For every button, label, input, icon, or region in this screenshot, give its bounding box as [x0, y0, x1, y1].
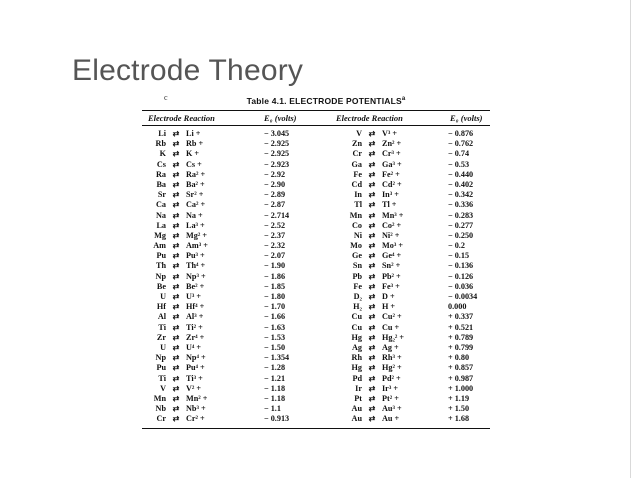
slide-title: Electrode Theory	[72, 54, 304, 87]
table-row	[136, 190, 496, 200]
right-oxidized: Pd	[352, 373, 362, 383]
right-potential: + 0.337	[448, 312, 474, 322]
right-potential: − 0.876	[448, 129, 474, 138]
right-potential: − 0.74	[448, 149, 470, 159]
table-row	[136, 394, 496, 404]
right-oxidized: Ni	[353, 230, 362, 240]
slide-edge-line	[630, 0, 631, 478]
right-reduced: Ag +	[382, 342, 399, 352]
right-equilibrium-arrow: ⇄	[368, 230, 376, 240]
right-reduced: Pt² +	[382, 393, 399, 403]
table-body	[136, 129, 496, 424]
right-reduced: Hg₂² +	[382, 332, 405, 342]
left-reduced: Mg² +	[186, 230, 207, 240]
left-reduced: Mn² +	[186, 393, 208, 403]
right-potential: 0.000	[448, 302, 467, 312]
left-oxidized: Hf	[156, 302, 166, 312]
left-potential: − 1.66	[264, 312, 286, 322]
right-potential: + 0.987	[448, 373, 474, 383]
right-potential: − 0.15	[448, 251, 470, 261]
left-equilibrium-arrow: ⇄	[172, 149, 180, 159]
left-reduced: Cs +	[186, 159, 202, 169]
right-reduced: Ni² +	[382, 230, 400, 240]
left-oxidized: Na	[155, 210, 166, 220]
right-oxidized: Mn	[349, 210, 362, 220]
left-reduced: Np⁴ +	[186, 353, 206, 363]
left-oxidized: Np	[155, 353, 166, 363]
right-equilibrium-arrow: ⇄	[368, 414, 376, 424]
left-potential: − 0.913	[264, 414, 290, 424]
right-oxidized: Cd	[351, 179, 362, 189]
left-oxidized: Ti	[158, 373, 166, 383]
right-reduced: Pb² +	[382, 271, 401, 281]
table-top-rule	[142, 110, 490, 111]
right-reduced: Zn² +	[382, 139, 402, 149]
left-oxidized: Be	[156, 281, 166, 291]
right-equilibrium-arrow: ⇄	[368, 363, 376, 373]
left-reduced: K +	[186, 149, 200, 159]
header-reaction-left: Electrode Reaction	[148, 113, 215, 123]
table-row	[136, 363, 496, 373]
table-row	[136, 282, 496, 292]
right-equilibrium-arrow: ⇄	[368, 322, 376, 332]
right-potential: + 1.000	[448, 383, 474, 393]
right-potential: + 1.68	[448, 414, 470, 424]
left-equilibrium-arrow: ⇄	[172, 353, 180, 363]
right-equilibrium-arrow: ⇄	[368, 281, 376, 291]
right-potential: + 0.521	[448, 322, 474, 332]
right-equilibrium-arrow: ⇄	[368, 302, 376, 312]
left-potential: − 2.52	[264, 220, 286, 230]
left-oxidized: Ti	[158, 322, 166, 332]
left-oxidized: Nb	[155, 404, 166, 414]
right-reduced: Ga³ +	[382, 159, 402, 169]
right-equilibrium-arrow: ⇄	[368, 393, 376, 403]
right-reduced: Hg² +	[382, 363, 402, 373]
right-potential: + 1.19	[448, 393, 470, 403]
right-reduced: H +	[382, 302, 396, 312]
right-oxidized: Cu	[351, 312, 362, 322]
right-potential: + 0.799	[448, 342, 474, 352]
left-oxidized: Mn	[153, 393, 166, 403]
left-reduced: Sr² +	[186, 190, 204, 200]
left-equilibrium-arrow: ⇄	[172, 200, 180, 210]
table-caption	[136, 96, 496, 106]
left-oxidized: Pu	[156, 251, 166, 261]
left-reduced: Am³ +	[186, 241, 208, 251]
right-equilibrium-arrow: ⇄	[368, 251, 376, 261]
left-reduced: Ti³ +	[186, 373, 203, 383]
left-oxidized: Np	[155, 271, 166, 281]
left-potential: − 2.90	[264, 179, 286, 189]
right-potential: − 0.440	[448, 169, 474, 179]
left-oxidized: Cs	[156, 159, 166, 169]
left-oxidized: Li	[158, 129, 166, 138]
right-equilibrium-arrow: ⇄	[368, 404, 376, 414]
left-equilibrium-arrow: ⇄	[172, 393, 180, 403]
left-equilibrium-arrow: ⇄	[172, 190, 180, 200]
left-potential: − 1.85	[264, 281, 286, 291]
left-reduced: Rb +	[186, 139, 204, 149]
table-row	[136, 312, 496, 322]
left-potential: − 1.63	[264, 322, 286, 332]
right-oxidized: Ag	[351, 342, 362, 352]
left-reduced: Na +	[186, 210, 203, 220]
table-row	[136, 170, 496, 180]
left-equilibrium-arrow: ⇄	[172, 292, 180, 301]
right-equilibrium-arrow: ⇄	[368, 129, 376, 138]
left-potential: − 2.92	[264, 169, 286, 179]
right-equilibrium-arrow: ⇄	[368, 169, 376, 179]
table-row	[136, 414, 496, 424]
left-reduced: Ti² +	[186, 322, 203, 332]
right-potential: − 0.283	[448, 210, 474, 220]
left-equilibrium-arrow: ⇄	[172, 251, 180, 261]
left-oxidized: Ra	[155, 169, 166, 179]
right-equilibrium-arrow: ⇄	[368, 210, 376, 220]
table-row	[136, 404, 496, 414]
right-reduced: Sn² +	[382, 261, 401, 271]
table-row	[136, 221, 496, 231]
left-equilibrium-arrow: ⇄	[172, 129, 180, 138]
right-equilibrium-arrow: ⇄	[368, 200, 376, 210]
left-reduced: Pu⁴ +	[186, 363, 205, 373]
right-potential: − 0.277	[448, 220, 474, 230]
left-reduced: Al³ +	[186, 312, 204, 322]
left-potential: − 2.923	[264, 159, 290, 169]
right-reduced: Pd² +	[382, 373, 401, 383]
left-equilibrium-arrow: ⇄	[172, 414, 180, 424]
right-potential: − 0.036	[448, 281, 474, 291]
right-equilibrium-arrow: ⇄	[368, 159, 376, 169]
left-oxidized: Ca	[155, 200, 166, 210]
left-reduced: Np³ +	[186, 271, 206, 281]
right-reduced: Mn³ +	[382, 210, 404, 220]
left-potential: − 2.87	[264, 200, 286, 210]
table-row	[136, 333, 496, 343]
left-oxidized: Mg	[154, 230, 166, 240]
right-oxidized: Rh	[351, 353, 362, 363]
right-equilibrium-arrow: ⇄	[368, 190, 376, 200]
left-potential: − 2.714	[264, 210, 290, 220]
left-potential: − 1.53	[264, 332, 286, 342]
right-reduced: Au +	[382, 414, 400, 424]
right-oxidized: V	[356, 129, 362, 138]
electrode-potentials-table	[136, 92, 496, 430]
left-potential: − 1.90	[264, 261, 286, 271]
left-equilibrium-arrow: ⇄	[172, 220, 180, 230]
left-equilibrium-arrow: ⇄	[172, 312, 180, 322]
right-oxidized: Zn	[351, 139, 362, 149]
right-reduced: D +	[382, 292, 395, 301]
header-e0-left: E₀ (volts)	[264, 113, 297, 123]
left-oxidized: Zr	[156, 332, 166, 342]
right-potential: − 0.342	[448, 190, 474, 200]
header-reaction-right: Electrode Reaction	[336, 113, 403, 123]
left-reduced: Ra² +	[186, 169, 206, 179]
left-oxidized: La	[156, 220, 166, 230]
left-potential: − 3.045	[264, 129, 290, 138]
left-equilibrium-arrow: ⇄	[172, 383, 180, 393]
table-row	[136, 251, 496, 261]
table-row	[136, 211, 496, 221]
left-potential: − 1.50	[264, 342, 286, 352]
right-equilibrium-arrow: ⇄	[368, 179, 376, 189]
left-equilibrium-arrow: ⇄	[172, 230, 180, 240]
left-equilibrium-arrow: ⇄	[172, 210, 180, 220]
left-potential: − 1.80	[264, 292, 286, 301]
left-reduced: Ca² +	[186, 200, 206, 210]
left-reduced: Th⁴ +	[186, 261, 206, 271]
right-equilibrium-arrow: ⇄	[368, 261, 376, 271]
table-row	[136, 139, 496, 149]
left-equilibrium-arrow: ⇄	[172, 322, 180, 332]
left-reduced: Be² +	[186, 281, 205, 291]
header-e0-right: E₀ (volts)	[450, 113, 483, 123]
right-oxidized: Fe	[353, 281, 362, 291]
left-equilibrium-arrow: ⇄	[172, 302, 180, 312]
right-oxidized: Ga	[351, 159, 362, 169]
left-equilibrium-arrow: ⇄	[172, 261, 180, 271]
left-reduced: Hf⁴ +	[186, 302, 205, 312]
right-reduced: Fe² +	[382, 169, 400, 179]
left-equilibrium-arrow: ⇄	[172, 332, 180, 342]
left-oxidized: Pu	[156, 363, 166, 373]
left-potential: − 1.354	[264, 353, 290, 363]
right-oxidized: Hg	[351, 363, 362, 373]
left-reduced: V² +	[186, 383, 202, 393]
right-reduced: Rh³ +	[382, 353, 402, 363]
left-potential: − 2.32	[264, 241, 286, 251]
left-reduced: La³ +	[186, 220, 205, 230]
left-equilibrium-arrow: ⇄	[172, 342, 180, 352]
table-caption-footnote: a	[401, 96, 406, 103]
left-reduced: Ba² +	[186, 179, 205, 189]
table-row	[136, 374, 496, 384]
right-reduced: Mo³ +	[382, 241, 403, 251]
right-reduced: V³ +	[382, 129, 398, 138]
right-equilibrium-arrow: ⇄	[368, 292, 376, 301]
right-potential: + 0.857	[448, 363, 474, 373]
right-reduced: Co² +	[382, 220, 402, 230]
left-oxidized: Sr	[157, 190, 166, 200]
left-equilibrium-arrow: ⇄	[172, 271, 180, 281]
left-reduced: Pu³ +	[186, 251, 205, 261]
left-equilibrium-arrow: ⇄	[172, 363, 180, 373]
right-equilibrium-arrow: ⇄	[368, 139, 376, 149]
table-row	[136, 241, 496, 251]
left-oxidized: U	[160, 292, 166, 301]
right-oxidized: Co	[351, 220, 362, 230]
left-potential: − 1.70	[264, 302, 286, 312]
left-potential: − 1.21	[264, 373, 286, 383]
left-equilibrium-arrow: ⇄	[172, 373, 180, 383]
table-row	[136, 180, 496, 190]
left-reduced: U⁴ +	[186, 342, 202, 352]
right-potential: − 0.0034	[448, 292, 478, 301]
right-oxidized: Ir	[355, 383, 362, 393]
right-reduced: Ge⁴ +	[382, 251, 402, 261]
left-potential: − 1.18	[264, 383, 286, 393]
right-oxidized: Mo	[350, 241, 362, 251]
right-equilibrium-arrow: ⇄	[368, 373, 376, 383]
left-equilibrium-arrow: ⇄	[172, 281, 180, 291]
table-caption-text: Table 4.1. ELECTRODE POTENTIALS	[246, 96, 402, 106]
table-row	[136, 160, 496, 170]
table-row	[136, 231, 496, 241]
left-potential: − 1.18	[264, 393, 286, 403]
left-oxidized: Cr	[156, 414, 166, 424]
table-row	[136, 343, 496, 353]
left-reduced: Li +	[186, 129, 201, 138]
left-equilibrium-arrow: ⇄	[172, 139, 180, 149]
left-oxidized: Rb	[155, 139, 166, 149]
right-reduced: Cd² +	[382, 179, 402, 189]
left-reduced: Cr² +	[186, 414, 205, 424]
table-row	[136, 272, 496, 282]
right-equilibrium-arrow: ⇄	[368, 312, 376, 322]
right-oxidized: Ge	[351, 251, 362, 261]
right-potential: − 0.762	[448, 139, 474, 149]
right-reduced: Cr³ +	[382, 149, 401, 159]
left-oxidized: U	[160, 342, 166, 352]
right-potential: − 0.126	[448, 271, 474, 281]
right-oxidized: Hg	[351, 332, 362, 342]
left-potential: − 2.925	[264, 139, 290, 149]
left-equilibrium-arrow: ⇄	[172, 241, 180, 251]
right-oxidized: H₂	[353, 302, 362, 312]
left-reduced: U³ +	[186, 292, 202, 301]
table-row	[136, 384, 496, 394]
table-bottom-rule	[142, 428, 490, 429]
left-oxidized: K	[159, 149, 166, 159]
right-reduced: Ir³ +	[382, 383, 398, 393]
left-potential: − 2.925	[264, 149, 290, 159]
right-potential: − 0.402	[448, 179, 474, 189]
left-oxidized: Th	[155, 261, 166, 271]
table-row	[136, 149, 496, 159]
right-equilibrium-arrow: ⇄	[368, 220, 376, 230]
left-potential: − 1.1	[264, 404, 281, 414]
right-oxidized: Pb	[352, 271, 362, 281]
left-equilibrium-arrow: ⇄	[172, 404, 180, 414]
left-equilibrium-arrow: ⇄	[172, 169, 180, 179]
left-reduced: Nb³ +	[186, 404, 206, 414]
left-potential: − 2.07	[264, 251, 286, 261]
right-reduced: Fe³ +	[382, 281, 400, 291]
left-potential: − 1.86	[264, 271, 286, 281]
left-equilibrium-arrow: ⇄	[172, 179, 180, 189]
table-row	[136, 353, 496, 363]
table-row	[136, 200, 496, 210]
right-reduced: Cu² +	[382, 312, 402, 322]
table-row	[136, 261, 496, 271]
stray-mark: c	[164, 93, 168, 102]
right-reduced: Tl +	[382, 200, 397, 210]
table-row	[136, 129, 496, 139]
right-potential: − 0.136	[448, 261, 474, 271]
right-potential: − 0.336	[448, 200, 474, 210]
left-oxidized: Am	[153, 241, 166, 251]
right-reduced: Au³ +	[382, 404, 402, 414]
table-row	[136, 292, 496, 302]
left-reduced: Zr⁴ +	[186, 332, 205, 342]
left-oxidized: Al	[157, 312, 166, 322]
right-equilibrium-arrow: ⇄	[368, 353, 376, 363]
right-oxidized: Au	[351, 404, 362, 414]
left-potential: − 2.37	[264, 230, 286, 240]
right-equilibrium-arrow: ⇄	[368, 342, 376, 352]
right-oxidized: Cu	[351, 322, 362, 332]
right-oxidized: Cr	[352, 149, 362, 159]
right-oxidized: Tl	[354, 200, 362, 210]
left-oxidized: V	[160, 383, 166, 393]
right-equilibrium-arrow: ⇄	[368, 241, 376, 251]
right-reduced: Cu +	[382, 322, 400, 332]
right-equilibrium-arrow: ⇄	[368, 383, 376, 393]
right-equilibrium-arrow: ⇄	[368, 332, 376, 342]
table-row	[136, 323, 496, 333]
left-equilibrium-arrow: ⇄	[172, 159, 180, 169]
right-oxidized: Pt	[354, 393, 362, 403]
right-potential: + 1.50	[448, 404, 470, 414]
right-potential: − 0.250	[448, 230, 474, 240]
right-oxidized: Au	[351, 414, 362, 424]
right-potential: + 0.789	[448, 332, 474, 342]
left-potential: − 2.89	[264, 190, 286, 200]
right-equilibrium-arrow: ⇄	[368, 271, 376, 281]
header-rule	[142, 125, 490, 126]
right-reduced: In³ +	[382, 190, 399, 200]
left-oxidized: Ba	[156, 179, 166, 189]
right-potential: + 0.80	[448, 353, 470, 363]
right-oxidized: In	[354, 190, 362, 200]
table-row	[136, 302, 496, 312]
right-oxidized: D₂	[353, 292, 362, 301]
right-potential: − 0.2	[448, 241, 465, 251]
right-oxidized: Sn	[352, 261, 362, 271]
right-potential: − 0.53	[448, 159, 470, 169]
right-equilibrium-arrow: ⇄	[368, 149, 376, 159]
left-potential: − 1.28	[264, 363, 286, 373]
right-oxidized: Fe	[353, 169, 362, 179]
